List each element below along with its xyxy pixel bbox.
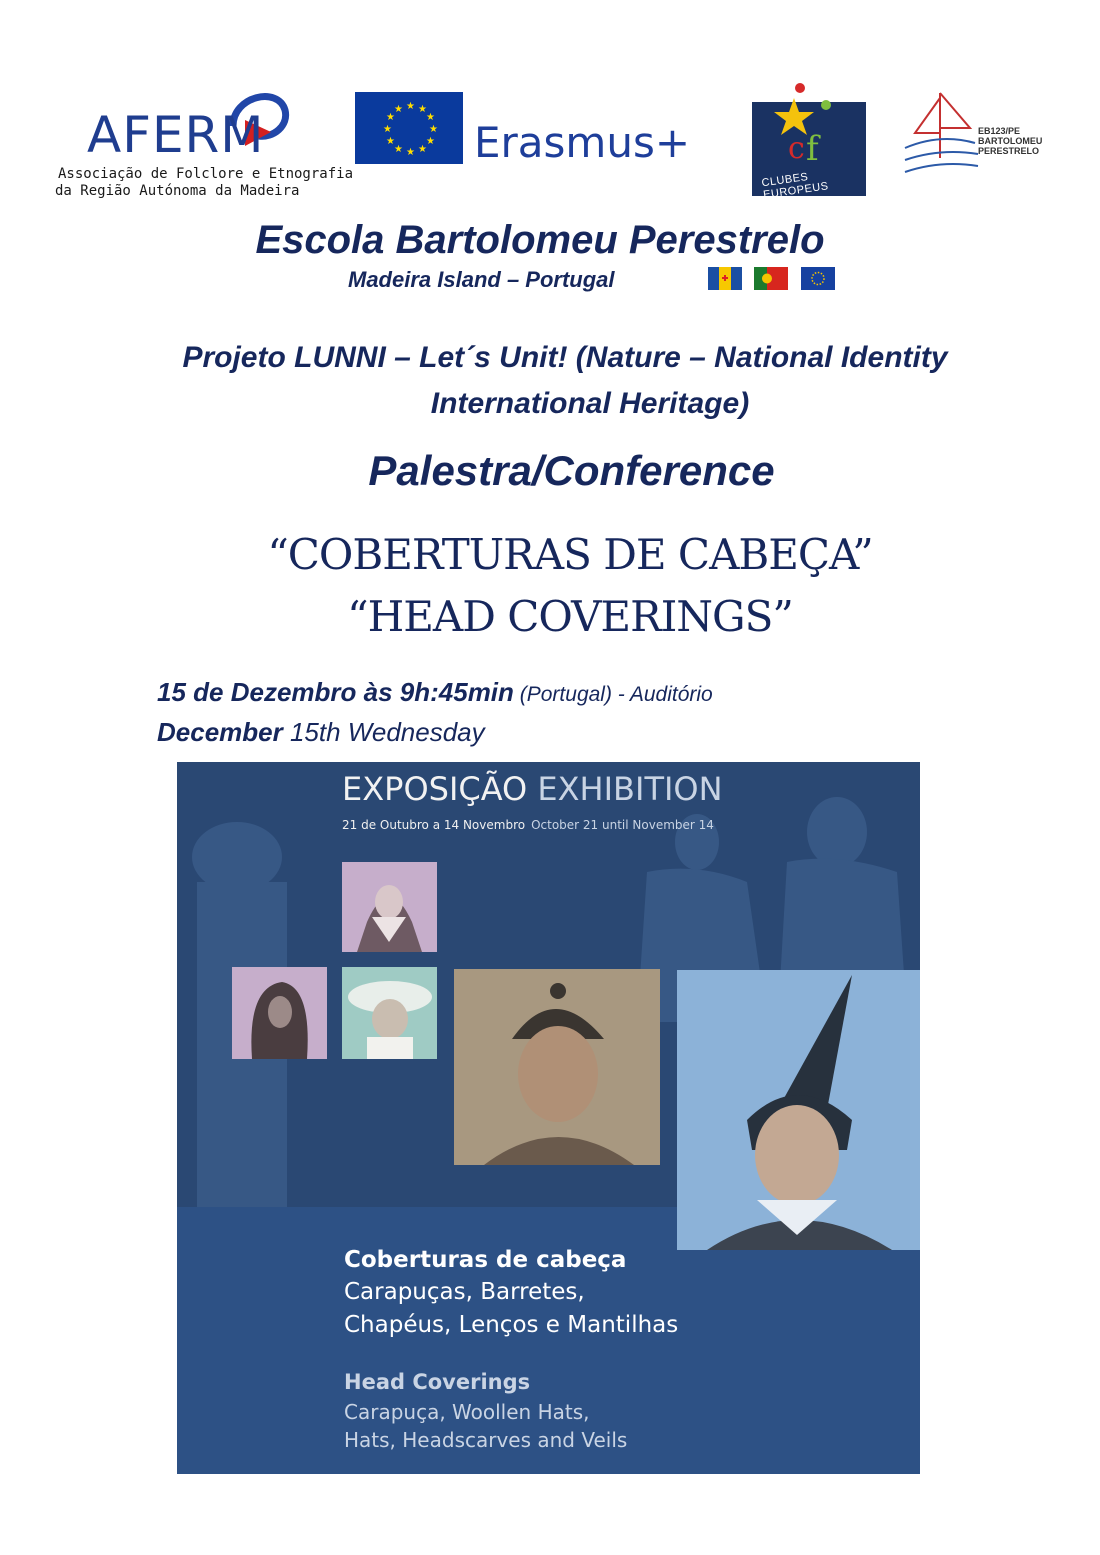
poster-dates-en: October 21 until November 14: [531, 818, 714, 832]
poster-exhibition-dates: [342, 818, 714, 832]
aferm-logo: [55, 82, 354, 207]
poster-title-pt: Coberturas de cabeça: [344, 1247, 627, 1273]
school-logo-text: [978, 126, 1042, 156]
svg-text:★: ★: [386, 136, 395, 147]
project-line2: International Heritage): [430, 387, 750, 420]
eu-stars-icon: [355, 92, 463, 164]
poster-title-en: Head Coverings: [344, 1370, 531, 1394]
photo-child-hat: [342, 967, 437, 1059]
aferm-subtitle-line2: da Região Autónoma da Madeira: [55, 183, 300, 199]
erasmus-wordmark: Erasmus+: [474, 118, 691, 167]
location: Madeira Island – Portugal: [348, 267, 615, 292]
poster-subtitle-pt-1: Carapuças, Barretes,: [344, 1279, 585, 1305]
poster-exhibition-title: [342, 770, 723, 808]
photo-woman-veil: [232, 967, 327, 1059]
svg-text:★: ★: [383, 124, 392, 135]
madeira-flag-icon: [708, 267, 742, 290]
svg-text:★: ★: [386, 112, 395, 123]
eu-mini-flag-icon: [801, 267, 835, 290]
eu-flag-icon: [355, 92, 463, 164]
portugal-flag-icon: [754, 267, 788, 290]
event-title-pt: “COBERTURAS DE CABEÇA”: [267, 530, 873, 579]
project-name: Projeto LUNNI: [182, 341, 386, 374]
clubes-text: CLUBES EUROPEUS: [760, 170, 830, 202]
event-day-month: December: [157, 717, 283, 747]
svg-text:★: ★: [394, 144, 403, 155]
svg-text:c: c: [788, 131, 805, 166]
clubes-europeus-logo: [752, 80, 868, 202]
school-name: Escola Bartolomeu Perestrelo: [255, 218, 825, 262]
svg-text:★: ★: [418, 144, 427, 155]
svg-text:★: ★: [406, 147, 415, 158]
flags-row: [708, 267, 838, 291]
poster-expo-pt: EXPOSIÇÃO: [342, 770, 528, 808]
event-date-main: 15 de Dezembro às 9h:45min: [157, 677, 514, 707]
event-type: Palestra/Conference: [368, 447, 775, 494]
photo-woman-headscarf: [342, 862, 437, 952]
poster-subtitle-pt-2: Chapéus, Lenços e Mantilhas: [344, 1312, 679, 1338]
poster-dates-pt: 21 de Outubro a 14 Novembro: [342, 818, 526, 832]
poster-subtitle-en-2: Hats, Headscarves and Veils: [344, 1428, 628, 1452]
project-line1: [0, 335, 1100, 381]
svg-text:★: ★: [406, 101, 415, 112]
clubes-star-icon: [764, 80, 854, 175]
poster-subtitle-en-1: Carapuça, Woollen Hats,: [344, 1400, 590, 1424]
event-date: [157, 677, 713, 708]
school-logo-line2: BARTOLOMEU: [978, 136, 1043, 146]
svg-text:f: f: [806, 129, 819, 169]
aferm-wordmark: AFERM: [87, 106, 265, 164]
svg-text:★: ★: [429, 124, 438, 135]
exhibition-poster: [177, 762, 920, 1474]
project-title: [0, 335, 1100, 427]
poster-expo-en: EXHIBITION: [527, 770, 723, 808]
svg-text:★: ★: [426, 112, 435, 123]
event-day-rest: 15th Wednesday: [282, 717, 485, 747]
aferm-subtitle-line1: Associação de Folclore e Etnografia: [58, 166, 354, 182]
project-subtitle: – Let´s Unit! (Nature – National Identity: [385, 341, 948, 374]
event-date-note: (Portugal) - Auditório: [513, 683, 713, 706]
photo-boy-cap: [454, 969, 660, 1165]
svg-text:★: ★: [394, 104, 403, 115]
photo-woman-pointed-cap: [677, 970, 920, 1250]
svg-text:★: ★: [426, 136, 435, 147]
school-logo: [900, 88, 1043, 188]
svg-text:★: ★: [418, 104, 427, 115]
ship-sail-icon: [900, 88, 980, 188]
school-logo-line1: EB123/PE: [978, 126, 1021, 136]
event-title-en: “HEAD COVERINGS”: [347, 592, 793, 641]
school-logo-line3: PERESTRELO: [978, 146, 1040, 156]
event-day: [157, 717, 485, 748]
